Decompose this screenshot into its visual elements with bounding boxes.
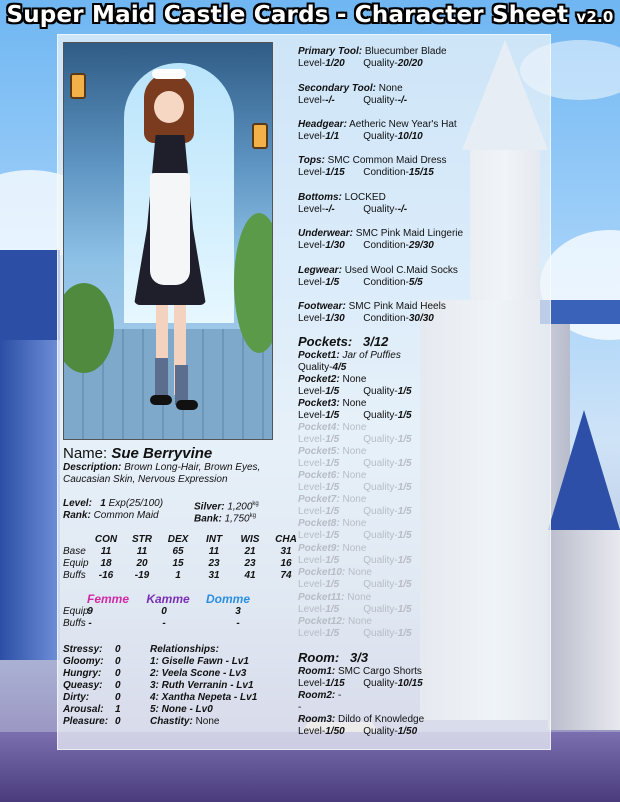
room-1-stats (298, 678, 423, 690)
equip-legwear (298, 265, 458, 277)
equip-headgear-stats (298, 131, 423, 143)
stat-cell: 23 (208, 558, 220, 569)
room-name: Dildo of Knowledge (338, 714, 425, 725)
pocket-7-stats (298, 506, 412, 518)
equip-label: Legwear: (298, 265, 342, 276)
equip-name: SMC Pink Maid Lingerie (355, 228, 464, 239)
level-value: 1/5 (325, 458, 340, 469)
stat-cell: 41 (244, 570, 256, 581)
character-name: Sue Berryvine (111, 445, 213, 462)
quality-label: Quality- (298, 362, 333, 373)
level-value: 1/5 (325, 277, 340, 288)
condition-value: 0 (115, 692, 121, 703)
equip-name: None (378, 83, 403, 94)
pocket-6 (298, 470, 366, 482)
pocket-label: Pocket4: (298, 422, 340, 433)
quality-label: Quality- (363, 506, 398, 517)
title-version: v2.0 (576, 8, 614, 26)
rank-row (63, 510, 159, 522)
level-label: Level- (298, 313, 326, 324)
condition-value: 30/30 (408, 313, 434, 324)
pocket-10-stats (298, 579, 412, 591)
level-label: Level- (298, 506, 326, 517)
equip-label: Tops: (298, 155, 325, 166)
quality-value: 1/5 (397, 579, 412, 590)
level-value: 1/15 (325, 678, 345, 689)
equip-bottoms (298, 192, 386, 204)
relationship-item: 5: None - Lv0 (150, 704, 213, 715)
quality-label: Quality- (363, 555, 398, 566)
pocket-label: Pocket11: (298, 592, 345, 603)
relationship-item: 3: Ruth Verranin - Lv1 (150, 680, 254, 691)
gender-header-row (78, 592, 258, 606)
level-value: 1/5 (325, 386, 340, 397)
room-label: Room3: (298, 714, 336, 725)
level-value: 1 (100, 498, 106, 509)
stats-row-base (63, 546, 304, 558)
pocket-7 (298, 494, 366, 506)
level-value: 1/30 (325, 313, 345, 324)
quality-value: 4/5 (332, 362, 347, 373)
quality-label: Quality- (363, 628, 398, 639)
gender-cell: 0 (161, 606, 167, 617)
sheet-title (0, 2, 620, 28)
character-name-row (63, 445, 212, 463)
quality-value: 1/50 (397, 726, 418, 737)
condition-value: 5/5 (408, 277, 423, 288)
room-3-stats (298, 726, 417, 738)
pocket-name: None (342, 543, 367, 554)
level-label: Level- (298, 604, 326, 615)
room-label: Room2: (298, 690, 336, 701)
level-value: 1/50 (325, 726, 345, 737)
level-label: Level- (298, 386, 326, 397)
equip-footwear (298, 301, 446, 313)
stat-header-int: INT (205, 534, 223, 545)
pocket-11-stats (298, 604, 412, 616)
pocket-9 (298, 543, 366, 555)
quality-value: 1/5 (397, 434, 412, 445)
condition-label: Condition- (363, 313, 409, 324)
quality-label: Quality- (363, 434, 398, 445)
room-2-line2: - (298, 702, 302, 713)
stats-row-label: Base (63, 546, 86, 557)
gender-cell: - (162, 618, 166, 629)
pocket-name: None (342, 518, 367, 529)
stat-header-cha: CHA (275, 534, 297, 545)
quality-value: 1/5 (397, 506, 412, 517)
level-value: 1/1 (325, 131, 340, 142)
level-label: Level- (298, 434, 326, 445)
condition-value: 0 (115, 680, 121, 691)
character-portrait (63, 42, 273, 440)
condition-label: Gloomy: (63, 656, 104, 667)
stat-cell: 21 (244, 546, 256, 557)
level-label: Level- (298, 277, 326, 288)
stats-header-row (88, 534, 304, 546)
pocket-label: Pocket7: (298, 494, 340, 505)
gender-row-buffs (63, 618, 250, 630)
quality-label: Quality- (363, 579, 398, 590)
pocket-label: Pocket1: (298, 350, 340, 361)
level-label: Level- (298, 131, 326, 142)
stat-cell: 15 (172, 558, 184, 569)
pockets-title: Pockets: (298, 334, 353, 349)
pocket-12 (298, 616, 372, 628)
equip-headgear (298, 119, 457, 131)
pocket-8-stats (298, 530, 412, 542)
room-1 (298, 666, 422, 678)
pocket-12-stats (298, 628, 412, 640)
condition-label: Dirty: (63, 692, 90, 703)
room-name: - (338, 690, 342, 701)
pockets-count: 3/12 (363, 334, 389, 349)
stats-row-label: Equip (63, 558, 89, 569)
quality-label: Quality- (363, 726, 398, 737)
quality-label: Quality- (363, 410, 398, 421)
quality-label: Quality- (363, 204, 398, 215)
quality-value: 1/5 (397, 604, 412, 615)
quality-value: 1/5 (397, 458, 412, 469)
level-value: 1/15 (325, 167, 345, 178)
level-value: 1/20 (325, 58, 345, 69)
stat-header-wis: WIS (240, 534, 260, 545)
level-label: Level: (63, 498, 92, 509)
pocket-label: Pocket6: (298, 470, 340, 481)
condition-label: Condition- (363, 167, 409, 178)
equip-secondary-tool-stats (298, 95, 407, 107)
condition-value: 1 (115, 704, 121, 715)
relationship-item: 2: Veela Scone - Lv3 (150, 668, 247, 679)
equip-footwear-stats (298, 313, 434, 325)
equip-label: Underwear: (298, 228, 354, 239)
description-text-1: Brown Long-Hair, Brown Eyes, (124, 462, 261, 473)
level-label: Level- (298, 410, 326, 421)
condition-value: 0 (115, 668, 121, 679)
pocket-11 (298, 592, 371, 604)
level-value: 1/5 (325, 555, 340, 566)
name-label: Name: (63, 445, 108, 462)
condition-label: Arousal: (63, 704, 104, 715)
level-label: Level- (298, 579, 326, 590)
pocket-name: None (348, 616, 372, 627)
equip-label: Secondary Tool: (298, 83, 376, 94)
level-label: Level- (298, 530, 326, 541)
quality-value: 1/5 (397, 410, 412, 421)
chastity-value: None (195, 716, 220, 727)
equip-underwear-stats (298, 240, 434, 252)
equip-primary-tool-stats (298, 58, 423, 70)
level-value: 1/5 (325, 410, 340, 421)
equip-label: Primary Tool: (298, 46, 363, 57)
level-label: Level- (298, 458, 326, 469)
pocket-4-stats (298, 434, 412, 446)
equip-tops (298, 155, 447, 167)
equip-underwear (298, 228, 463, 240)
pocket-name: None (342, 398, 367, 409)
gender-cell: 3 (235, 606, 241, 617)
quality-label: Quality- (363, 131, 398, 142)
rank-label: Rank: (63, 510, 91, 521)
condition-value: 0 (115, 656, 121, 667)
equip-tops-stats (298, 167, 434, 179)
equip-name: LOCKED (344, 192, 386, 203)
gender-cell: - (88, 618, 92, 629)
quality-label: Quality- (363, 386, 398, 397)
level-label: Level- (298, 167, 326, 178)
pocket-3 (298, 398, 366, 410)
gender-header-kamme: Kamme (146, 592, 190, 606)
room-title: Room: (298, 650, 340, 665)
quality-label: Quality- (363, 95, 398, 106)
stat-cell: 31 (208, 570, 220, 581)
condition-label: Pleasure: (63, 716, 109, 727)
relationship-item: 1: Giselle Fawn - Lv1 (150, 656, 249, 667)
condition-row (63, 644, 121, 656)
room-name: SMC Cargo Shorts (338, 666, 422, 677)
chastity-row (150, 716, 219, 728)
condition-value: 29/30 (408, 240, 434, 251)
quality-value: 1/5 (397, 530, 412, 541)
pocket-label: Pocket9: (298, 543, 340, 554)
level-label: Level- (298, 95, 326, 106)
pocket-2 (298, 374, 366, 386)
level-label: Level- (298, 628, 326, 639)
condition-label: Condition- (363, 240, 409, 251)
pocket-3-stats (298, 410, 412, 422)
condition-row (63, 680, 121, 692)
pocket-name: None (342, 446, 367, 457)
gender-header-femme: Femme (86, 592, 130, 606)
pockets-header (298, 334, 388, 350)
stat-cell: 31 (280, 546, 292, 557)
pocket-5-stats (298, 458, 412, 470)
stat-cell: 11 (136, 546, 148, 557)
pocket-1 (298, 350, 401, 362)
quality-label: Quality- (363, 530, 398, 541)
equip-bottoms-stats (298, 204, 407, 216)
level-row (63, 498, 163, 510)
stat-cell: 11 (208, 546, 220, 557)
room-header (298, 650, 368, 666)
stat-cell: 65 (172, 546, 184, 557)
pocket-5 (298, 446, 366, 458)
bank-label: Bank: (194, 513, 222, 525)
condition-row (63, 704, 121, 716)
silver-label: Silver: (194, 501, 225, 513)
pocket-9-stats (298, 555, 412, 567)
quality-label: Quality- (363, 58, 398, 69)
equip-label: Bottoms: (298, 192, 342, 203)
bank-value: 1,750 (224, 513, 250, 525)
equip-label: Headgear: (298, 119, 347, 130)
room-label: Room1: (298, 666, 336, 677)
relationship-item: 4: Xantha Nepeta - Lv1 (150, 692, 258, 703)
condition-value: 15/15 (408, 167, 434, 178)
level-value: -/- (325, 204, 335, 215)
pocket-10 (298, 567, 372, 579)
quality-value: 1/5 (397, 386, 412, 397)
pocket-name: None (342, 422, 367, 433)
silver-unit: kg (252, 501, 259, 507)
condition-label: Condition- (363, 277, 409, 288)
pocket-label: Pocket8: (298, 518, 340, 529)
pocket-name: None (347, 592, 372, 603)
gender-cell: - (236, 618, 240, 629)
relationships-label: Relationships: (150, 644, 219, 655)
stat-cell: -16 (98, 570, 114, 581)
equip-name: Bluecumber Blade (364, 46, 447, 57)
gender-cell: 9 (87, 606, 93, 617)
title-text: Super Maid Castle Cards - Character Sheet (6, 2, 569, 28)
pocket-name: None (342, 374, 367, 385)
gender-row-equip (63, 606, 250, 618)
quality-value: 10/15 (397, 678, 423, 689)
quality-value: -/- (397, 95, 408, 106)
level-label: Level- (298, 204, 326, 215)
condition-row (63, 656, 121, 668)
pocket-label: Pocket3: (298, 398, 340, 409)
condition-row (63, 668, 121, 680)
pocket-6-stats (298, 482, 412, 494)
pocket-name: Jar of Puffies (342, 350, 401, 361)
stat-cell: 20 (136, 558, 148, 569)
equip-legwear-stats (298, 277, 423, 289)
gender-row-label: Equip (63, 606, 89, 617)
room-3 (298, 714, 424, 726)
equip-secondary-tool (298, 83, 403, 95)
level-label: Level- (298, 482, 326, 493)
quality-value: 1/5 (397, 628, 412, 639)
pocket-name: None (342, 470, 367, 481)
pocket-label: Pocket5: (298, 446, 340, 457)
quality-label: Quality- (363, 482, 398, 493)
stat-header-str: STR (132, 534, 152, 545)
condition-label: Hungry: (63, 668, 102, 679)
pocket-name: None (342, 494, 367, 505)
level-value: 1/5 (325, 530, 340, 541)
gender-header-domme: Domme (205, 592, 250, 606)
level-label: Level- (298, 58, 326, 69)
level-value: 1/5 (325, 434, 340, 445)
quality-label: Quality- (363, 458, 398, 469)
stat-cell: 74 (280, 570, 292, 581)
chastity-label: Chastity: (150, 716, 193, 727)
pocket-label: Pocket12: (298, 616, 346, 627)
equip-label: Footwear: (298, 301, 346, 312)
stat-cell: 11 (100, 546, 112, 557)
level-value: 1/5 (325, 506, 340, 517)
level-label: Level- (298, 240, 326, 251)
stat-header-dex: DEX (167, 534, 189, 545)
level-value: -/- (325, 95, 335, 106)
pocket-8 (298, 518, 366, 530)
pocket-1-stats (298, 362, 346, 374)
bank-row (194, 510, 256, 525)
pocket-4 (298, 422, 366, 434)
quality-label: Quality- (363, 604, 398, 615)
equip-name: SMC Common Maid Dress (327, 155, 447, 166)
quality-value: 20/20 (397, 58, 423, 69)
quality-value: 1/5 (397, 482, 412, 493)
quality-value: 10/10 (397, 131, 423, 142)
level-value: 1/5 (325, 628, 340, 639)
equip-primary-tool (298, 46, 447, 58)
pocket-label: Pocket10: (298, 567, 346, 578)
bank-unit: kg (249, 513, 256, 519)
level-value: 1/5 (325, 604, 340, 615)
equip-name: Aetheric New Year's Hat (349, 119, 457, 130)
stats-row-label: Buffs (63, 570, 86, 581)
pocket-name: None (348, 567, 372, 578)
quality-label: Quality- (363, 678, 398, 689)
description-line-1 (63, 462, 260, 474)
stats-row-buffs (63, 570, 304, 582)
rank-value: Common Maid (93, 510, 159, 521)
condition-row (63, 692, 121, 704)
exp-value: Exp(25/100) (108, 498, 164, 509)
level-label: Level- (298, 726, 326, 737)
level-value: 1/5 (325, 579, 340, 590)
description-label: Description: (63, 462, 122, 473)
stat-cell: -19 (134, 570, 150, 581)
stat-cell: 23 (244, 558, 256, 569)
pocket-label: Pocket2: (298, 374, 340, 385)
stat-cell: 16 (280, 558, 292, 569)
quality-value: -/- (397, 204, 408, 215)
description-line-2: Caucasian Skin, Nervous Expression (63, 474, 228, 485)
room-2 (298, 690, 341, 702)
stat-cell: 18 (100, 558, 112, 569)
condition-value: 0 (115, 644, 121, 655)
condition-value: 0 (115, 716, 121, 727)
condition-row (63, 716, 121, 728)
level-label: Level- (298, 678, 326, 689)
level-label: Level- (298, 555, 326, 566)
equip-name: SMC Pink Maid Heels (348, 301, 446, 312)
room-count: 3/3 (350, 650, 369, 665)
stats-row-equip (63, 558, 304, 570)
level-value: 1/5 (325, 482, 340, 493)
level-value: 1/30 (325, 240, 345, 251)
equip-name: Used Wool C.Maid Socks (344, 265, 458, 276)
gender-row-label: Buffs (63, 618, 86, 629)
silver-value: 1,200 (227, 501, 253, 513)
condition-label: Queasy: (63, 680, 103, 691)
stat-header-con: CON (94, 534, 118, 545)
condition-label: Stressy: (63, 644, 103, 655)
stat-cell: 1 (175, 570, 181, 581)
quality-value: 1/5 (397, 555, 412, 566)
pocket-2-stats (298, 386, 412, 398)
